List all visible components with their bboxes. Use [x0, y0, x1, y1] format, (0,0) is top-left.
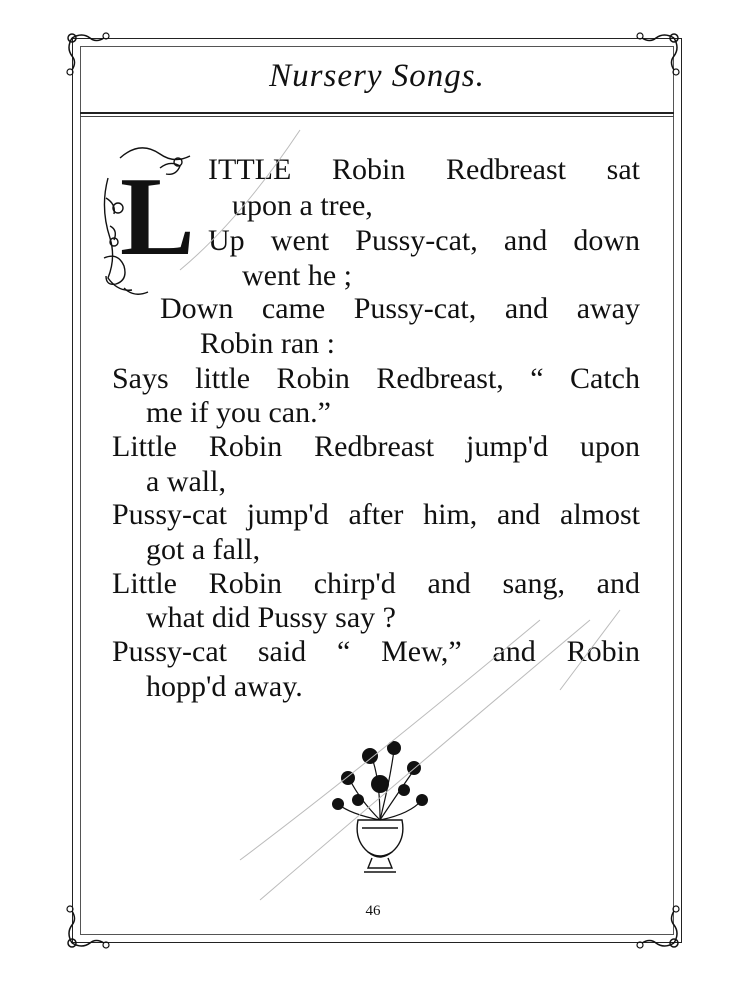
flower-vase-icon — [318, 728, 442, 884]
poem-line: Pussy-cat said “ Mew,” and Robin — [112, 635, 640, 668]
page-number: 46 — [365, 903, 381, 919]
scroll-corner-icon — [624, 893, 684, 953]
poem-line: Little Robin chirp'd and sang, and — [112, 567, 640, 600]
poem-line: Pussy-cat jump'd after him, and almost — [112, 498, 640, 531]
running-head: Nursery Songs. — [269, 58, 485, 94]
poem-line: me if you can.” — [146, 396, 331, 429]
poem-line: went he ; — [242, 259, 352, 292]
poem-line: Down came Pussy-cat, and away — [160, 292, 640, 325]
header-rule — [80, 112, 674, 114]
poem-line: Up went Pussy-cat, and down — [208, 224, 640, 257]
header-rule-thin — [80, 116, 674, 117]
poem-line: ITTLE Robin Redbreast sat — [208, 153, 640, 186]
poem-line: Little Robin Redbreast jump'd upon — [112, 430, 640, 463]
poem-line: a wall, — [146, 465, 226, 498]
drop-cap — [100, 138, 208, 308]
poem-line: Robin ran : — [200, 327, 335, 360]
poem-line: hopp'd away. — [146, 670, 303, 703]
poem-line: upon a tree, — [232, 189, 373, 222]
poem-line: Says little Robin Redbreast, “ Catch — [112, 362, 640, 395]
poem-line: got a fall, — [146, 533, 261, 566]
scroll-corner-icon — [62, 893, 122, 953]
poem-line: what did Pussy say ? — [146, 601, 396, 634]
drop-cap-letter: L — [120, 155, 195, 279]
